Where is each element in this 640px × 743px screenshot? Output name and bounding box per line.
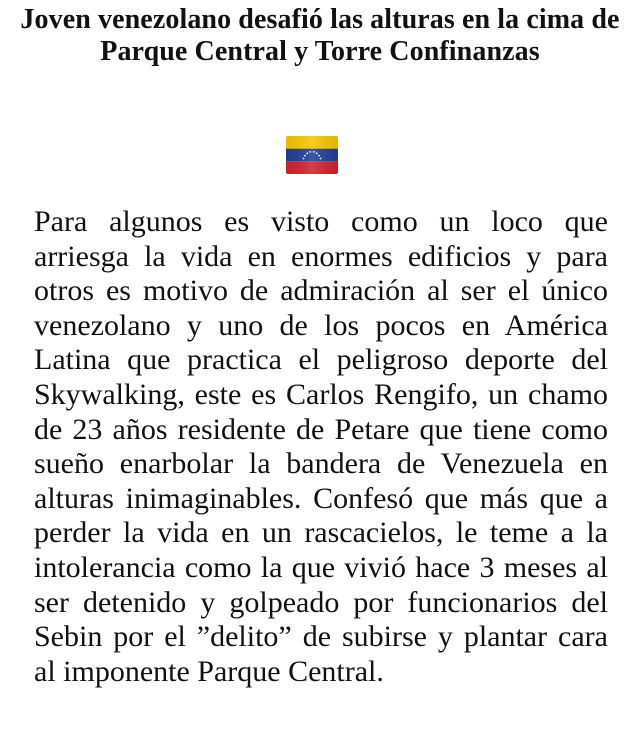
venezuela-flag-icon — [286, 136, 338, 174]
article-title: Joven venezolano desafió las alturas en la cima de Parque Central y Torre Confinanzas — [20, 4, 620, 67]
article-body: Para algunos es visto como un loco que arriesga la vida en enormes edificios y para otros es motivo de admiración al ser el único venezolano y uno de los pocos en América Latina que practica el peligroso deporte del Skywalking, este es Carlos Rengifo, un chamo de 23 años residente de Petare que tiene como sueño enarbolar la bandera de Venezuela en alturas inimaginables. Confesó que más que a perder la vida en un rascacielos, le teme a la intolerancia como la que vivió hace 3 meses al ser detenido y golpeado por funcionarios del Sebin por el ”delito” de subirse y plantar cara al imponente Parque Central. — [34, 205, 608, 688]
